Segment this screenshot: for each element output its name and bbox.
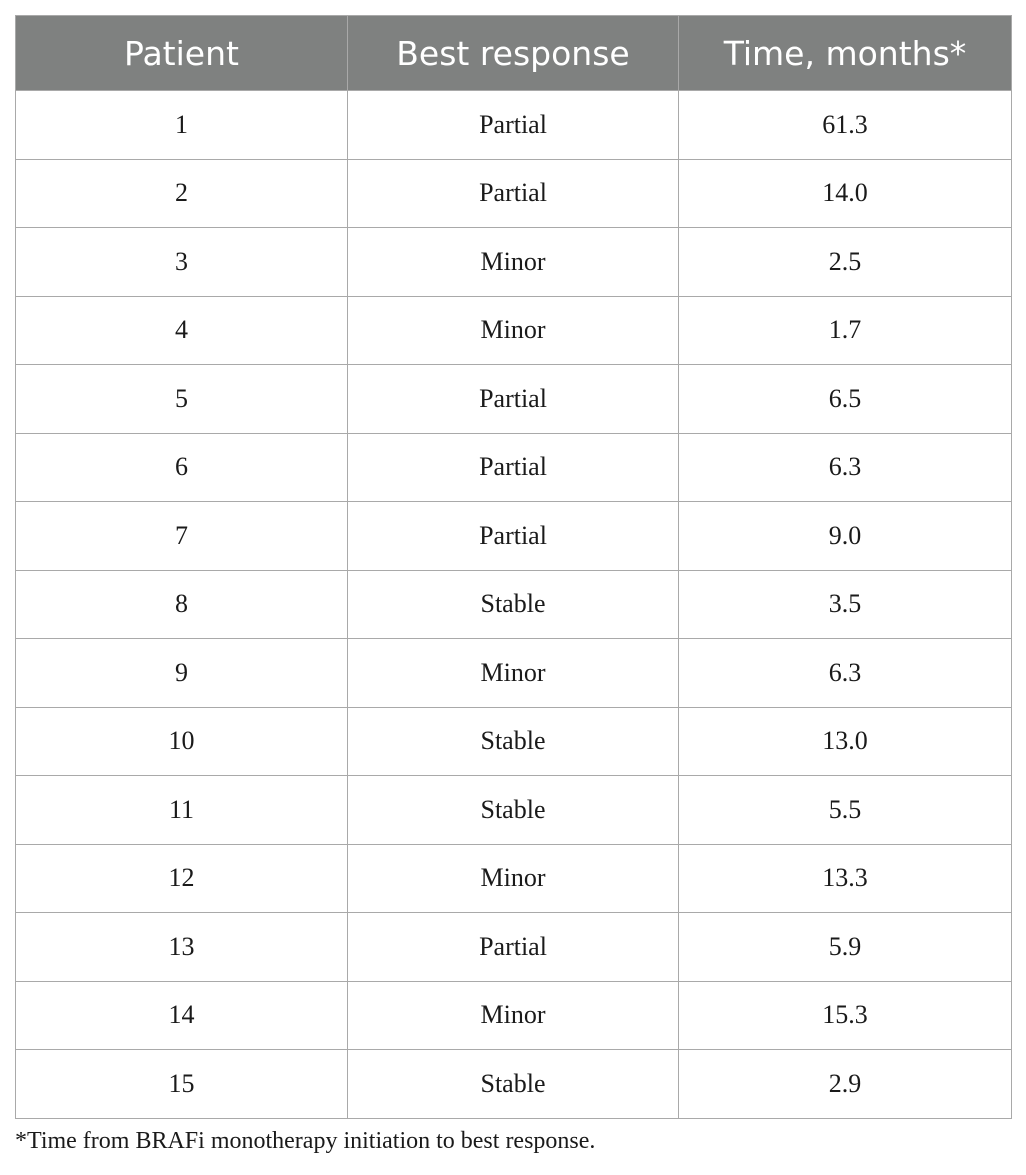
table-header bbox=[16, 16, 1012, 91]
header-time-months: Time, months* bbox=[679, 16, 1012, 91]
table-row bbox=[16, 502, 1012, 571]
best-response-cell: Partial bbox=[348, 91, 679, 160]
patient-cell: 2 bbox=[16, 159, 348, 228]
table-row bbox=[16, 707, 1012, 776]
best-response-cell: Stable bbox=[348, 707, 679, 776]
best-response-cell: Minor bbox=[348, 296, 679, 365]
table-row bbox=[16, 91, 1012, 160]
patient-cell: 15 bbox=[16, 1050, 348, 1119]
header-best-response: Best response bbox=[348, 16, 679, 91]
time-months-cell: 13.0 bbox=[679, 707, 1012, 776]
best-response-cell: Minor bbox=[348, 844, 679, 913]
patient-cell: 12 bbox=[16, 844, 348, 913]
time-months-cell: 9.0 bbox=[679, 502, 1012, 571]
best-response-cell: Partial bbox=[348, 502, 679, 571]
patient-cell: 5 bbox=[16, 365, 348, 434]
time-months-cell: 1.7 bbox=[679, 296, 1012, 365]
header-row bbox=[16, 16, 1012, 91]
time-months-cell: 5.9 bbox=[679, 913, 1012, 982]
results-table-container bbox=[15, 15, 1011, 1119]
time-months-cell: 5.5 bbox=[679, 776, 1012, 845]
best-response-cell: Partial bbox=[348, 365, 679, 434]
table-row bbox=[16, 159, 1012, 228]
time-months-cell: 6.5 bbox=[679, 365, 1012, 434]
best-response-cell: Minor bbox=[348, 228, 679, 297]
time-months-cell: 2.5 bbox=[679, 228, 1012, 297]
best-response-cell: Partial bbox=[348, 433, 679, 502]
time-months-cell: 61.3 bbox=[679, 91, 1012, 160]
table-row bbox=[16, 913, 1012, 982]
table-row bbox=[16, 433, 1012, 502]
results-table bbox=[15, 15, 1012, 1119]
time-months-cell: 3.5 bbox=[679, 570, 1012, 639]
table-body bbox=[16, 91, 1012, 1119]
table-row bbox=[16, 365, 1012, 434]
header-patient: Patient bbox=[16, 16, 348, 91]
time-months-cell: 2.9 bbox=[679, 1050, 1012, 1119]
table-row bbox=[16, 844, 1012, 913]
table-row bbox=[16, 296, 1012, 365]
best-response-cell: Minor bbox=[348, 981, 679, 1050]
table-row bbox=[16, 570, 1012, 639]
best-response-cell: Stable bbox=[348, 570, 679, 639]
patient-cell: 9 bbox=[16, 639, 348, 708]
best-response-cell: Stable bbox=[348, 776, 679, 845]
table-row bbox=[16, 1050, 1012, 1119]
table-footnote: *Time from BRAFi monotherapy initiation to best response. bbox=[15, 1128, 596, 1154]
patient-cell: 14 bbox=[16, 981, 348, 1050]
patient-cell: 7 bbox=[16, 502, 348, 571]
best-response-cell: Stable bbox=[348, 1050, 679, 1119]
best-response-cell: Minor bbox=[348, 639, 679, 708]
table-row bbox=[16, 228, 1012, 297]
patient-cell: 8 bbox=[16, 570, 348, 639]
time-months-cell: 6.3 bbox=[679, 433, 1012, 502]
time-months-cell: 13.3 bbox=[679, 844, 1012, 913]
patient-cell: 10 bbox=[16, 707, 348, 776]
patient-cell: 6 bbox=[16, 433, 348, 502]
best-response-cell: Partial bbox=[348, 913, 679, 982]
patient-cell: 11 bbox=[16, 776, 348, 845]
table-row bbox=[16, 776, 1012, 845]
time-months-cell: 14.0 bbox=[679, 159, 1012, 228]
patient-cell: 3 bbox=[16, 228, 348, 297]
best-response-cell: Partial bbox=[348, 159, 679, 228]
time-months-cell: 6.3 bbox=[679, 639, 1012, 708]
table-row bbox=[16, 981, 1012, 1050]
patient-cell: 1 bbox=[16, 91, 348, 160]
table-row bbox=[16, 639, 1012, 708]
patient-cell: 4 bbox=[16, 296, 348, 365]
time-months-cell: 15.3 bbox=[679, 981, 1012, 1050]
patient-cell: 13 bbox=[16, 913, 348, 982]
